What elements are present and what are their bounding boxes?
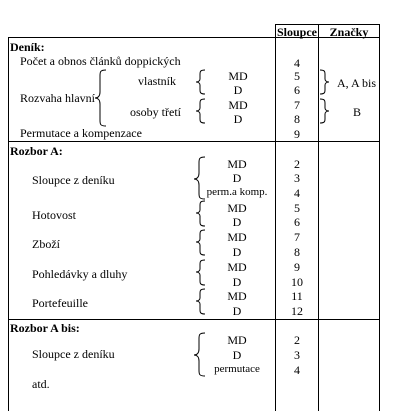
brace-hotovost [196,201,205,226]
dennik-num-7: 7 [294,98,300,112]
header-sloupce: Sloupce [276,25,318,39]
znacky-a: A, A bis [337,76,377,90]
brace-znacky-b [320,99,329,123]
zbozi-label: Zboží [32,237,60,251]
portefeuille-d: D [232,304,242,318]
hotovost-label: Hotovost [32,208,77,222]
zbozi-md: MD [227,230,247,244]
row-pocet-num: 4 [294,56,300,70]
rozbor-a-num-3: 3 [294,171,300,185]
permutace-num: 9 [294,127,300,141]
portefeuille-num-1: 11 [291,289,303,303]
rozbor-a-bis-item-perm: permutace [214,363,260,375]
hotovost-d: D [232,215,242,229]
brace-vlastnik [196,70,205,94]
portefeuille-label: Portefeuille [32,296,88,310]
pohledavky-num-1: 9 [294,260,300,274]
brace-rozvaha [95,70,106,126]
rozbor-a-bis-num-4: 4 [294,363,300,377]
zbozi-num-1: 7 [294,230,300,244]
znacky-b: B [353,105,362,119]
rozbor-a-bis-num-2: 2 [294,333,300,347]
header-znacky: Značky [329,25,369,39]
brace-pohledavky [196,260,205,285]
row-pocet-label: Počet a obnos článků doppických [20,54,181,68]
rozbor-a-num-2: 2 [294,157,300,171]
rozbor-a-bis-num-3: 3 [294,348,300,362]
brace-zbozi [196,230,205,255]
rozbor-a-bis-item-d: D [232,348,242,362]
dennik-d-2: D [233,112,243,126]
brace-portefeuille [196,289,205,314]
dennik-md-2: MD [228,98,248,112]
dennik-d-1: D [233,83,243,97]
pohledavky-md: MD [227,260,247,274]
pohledavky-num-2: 10 [291,275,303,289]
rozbor-a-bis-sloupce-label: Sloupce z deníku [32,347,115,361]
brace-rozbor-a-sloupce [194,157,205,199]
rozbor-a-num-4: 4 [294,186,300,200]
vlastnik-label: vlastník [138,74,176,88]
dennik-md-1: MD [228,69,248,83]
brace-rozbor-a-bis [194,333,205,376]
permutace-label: Permutace a kompenzace [20,126,142,140]
portefeuille-md: MD [227,289,247,303]
pohledavky-label: Pohledávky a dluhy [32,267,128,281]
dennik-num-5: 5 [294,69,300,83]
rozbor-a-item-md: MD [227,157,247,171]
brace-osoby [196,99,205,123]
dennik-num-8: 8 [294,112,300,126]
zbozi-num-2: 8 [294,245,300,259]
brace-znacky-a [320,70,329,94]
rozbor-a-item-d: D [232,171,242,185]
osoby-label: osoby třetí [130,105,181,119]
rozvaha-label: Rozvaha hlavní [20,91,95,105]
section-title-dennik: Deník: [10,40,45,54]
rozbor-a-bis-item-md: MD [227,333,247,347]
section-title-rozbor-a-bis: Rozbor A bis: [10,321,80,335]
atd-label: atd. [32,377,50,391]
hotovost-md: MD [227,201,247,215]
pohledavky-d: D [232,275,242,289]
hotovost-num-1: 5 [294,201,300,215]
section-title-rozbor-a: Rozbor A: [10,144,63,158]
portefeuille-num-2: 12 [291,304,303,318]
rozbor-a-sloupce-label: Sloupce z deníku [32,173,115,187]
hotovost-num-2: 6 [294,215,300,229]
dennik-num-6: 6 [294,83,300,97]
zbozi-d: D [232,245,242,259]
rozbor-a-item-perm: perm.a komp. [206,186,268,198]
